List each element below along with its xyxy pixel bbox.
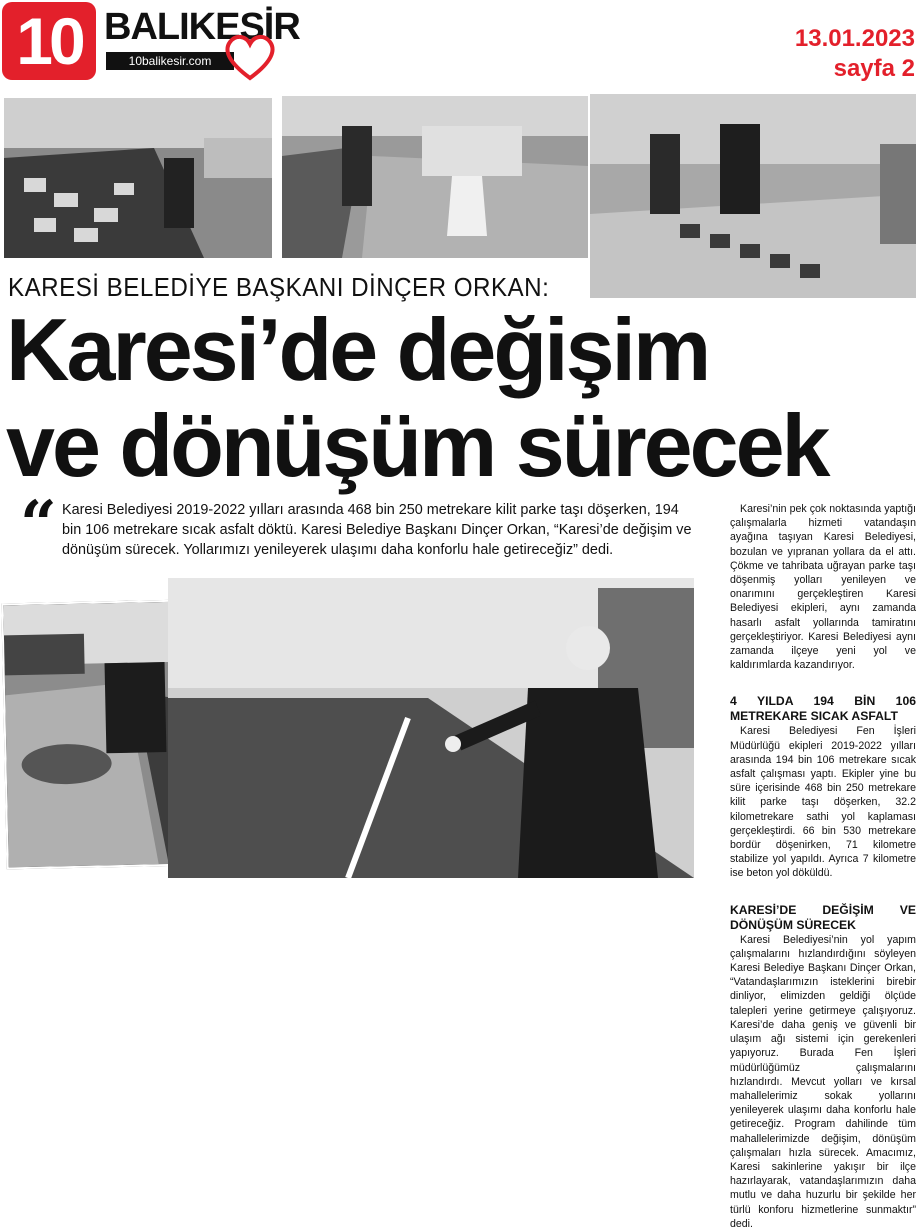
publication-date: 13.01.2023: [794, 25, 915, 52]
photo-workers-street: [282, 96, 588, 258]
brand-name: BALIKESİR: [104, 6, 300, 48]
article-column: [730, 502, 916, 1231]
headline-line-1: Karesi’de değişim: [6, 300, 709, 399]
section-body-transformation: Karesi Belediyesi’nin yol yapım çalışmalarını hızlandırdığını söyleyen Karesi Belediye Başkanı Dinçer Orkan, “Vatandaşlarımızın isteklerini birebir dinliyor, elimizden geldiği ölçüde talepleri yerine getirmeye çalışıyoruz. Karesi’de daha geniş ve güvenli bir ulaşım ağı sistemi için gerekenleri yapıyoruz. Burada Fen İşleri müdürlüğümüz çalışmalarını hızlandırdı. Mevcut yolları ve kırsal mahallelerimiz sokak yollarını yenileyerek ulaşımı daha konforlu hale getireceğiz. Program dahilinde tüm mahallelerimizde değişim, dönüşüm çalışmaları hızla sürecek. Amacımız, Karesi sakinlerine yakışır bir ilçe hazırlayarak, vatandaşlarımızın daha mutlu ve daha huzurlu bir şekilde her türlü konforu hizmetlerine sunmaktır” dedi.: [730, 933, 916, 1230]
publication-date-block: [795, 24, 915, 84]
section-heading-asphalt: 4 YILDA 194 BİN 106 METREKARE SICAK ASFALT: [730, 694, 916, 724]
photo-mayor-on-road: [168, 578, 694, 878]
article-lead: Karesi Belediyesi 2019-2022 yılları arasında 468 bin 250 metrekare kilit parke taşı döşerken, 194 bin 106 metrekare sıcak asfalt döktü. Karesi Belediye Başkanı Dinçer Orkan, “Karesi’de değişim ve dönüşüm sürecek. Yollarımızı yenileyerek ulaşımı daha konforlu hale getireceğiz” dedi.: [62, 502, 692, 558]
section-heading-transformation: KARESİ’DE DEĞİŞİM VE DÖNÜŞÜM SÜRECEK: [730, 902, 916, 932]
article-intro: Karesi’nin pek çok noktasında yaptığı çalışmalarla hizmeti vatandaşın ayağına taşıyan Karesi Belediyesi, bozulan ve yıpranan yollara da el attı. Çökme ve tahribata uğrayan parke taşı döşenmiş yolları yenileyen ve onarımını gerçekleştiren Karesi Belediyesi ekipleri, aynı zamanda hasarlı asfalt yollarında tamiratını gerçekleştiriyor. Karesi Belediyesi aynı zamanda ilçeye yeni yol ve kaldırımlarda kazandırıyor.: [730, 503, 916, 672]
logo-number-10: 10: [2, 2, 96, 80]
page-number: sayfa 2: [833, 55, 915, 82]
headline-line-2: ve dönüşüm sürecek: [6, 396, 828, 495]
article-kicker: KARESİ BELEDİYE BAŞKANI DİNÇER ORKAN:: [8, 272, 550, 302]
photo-paving-stones: [4, 98, 272, 258]
heart-icon: [222, 30, 278, 82]
quote-mark-icon: “: [20, 487, 57, 562]
photo-laying-bricks: [590, 94, 916, 298]
brand-url: 10balikesir.com: [106, 52, 234, 70]
section-body-asphalt: Karesi Belediyesi Fen İşleri Müdürlüğü ekipleri 2019-2022 yılları arasında 194 bin 106 metrekare sıcak asfalt çalışması yaptı. Ekipler yine bu süre içerisinde 468 bin 250 metrekare kilit parke taşı döşerken, 32.2 kilometrekare sathi yol kaplaması gerçekleştirdi. 66 bin 530 metrekare bordür döşenirken, 71 kilometre stabilize yol yapıldı. Ayrıca 7 kilometre ise beton yol döküldü.: [730, 725, 916, 880]
